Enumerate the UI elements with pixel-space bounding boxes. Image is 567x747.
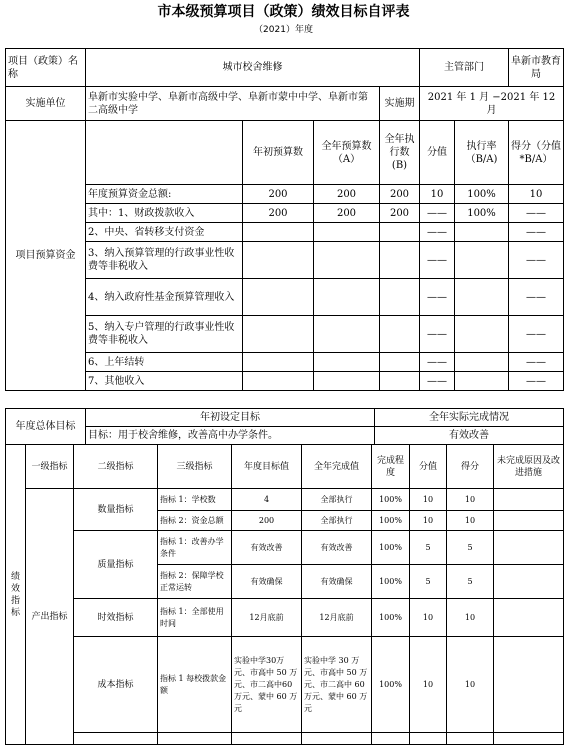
budget-table: [5, 48, 564, 391]
level3-cell: 指标 1 每校拨款金额: [158, 637, 232, 733]
fund-initial: [243, 223, 314, 242]
score-value-cell: 10: [410, 489, 447, 511]
table-row: [6, 279, 564, 316]
fund-executed: [380, 372, 420, 391]
col-actual: 全年完成值: [302, 445, 372, 489]
project-name-label: 项目（政策）名称: [6, 49, 86, 87]
fund-executed: [380, 242, 420, 279]
funds-header-blank: [86, 121, 243, 185]
fund-annual: 200: [314, 185, 380, 204]
col-reason: 未完成原因及改进措施: [494, 445, 564, 489]
goals-initial-value: 目标：用于校舍维修，改善高中办学条件。: [86, 427, 375, 445]
fund-score: ——: [509, 353, 564, 372]
table-row: [6, 531, 564, 565]
degree-cell: 100%: [372, 565, 410, 599]
actual-cell: 有效改善: [302, 531, 372, 565]
col-level2: 二级指标: [74, 445, 158, 489]
fund-executed: 200: [380, 204, 420, 223]
fund-annual: [314, 223, 380, 242]
fund-initial: 200: [243, 204, 314, 223]
fund-score: ——: [509, 279, 564, 316]
fund-initial: [243, 353, 314, 372]
actual-cell: 全部执行: [302, 511, 372, 531]
degree-cell: 100%: [372, 531, 410, 565]
fund-score-value: ——: [420, 204, 455, 223]
col-score: 得分: [447, 445, 494, 489]
col-target: 年度目标值: [232, 445, 302, 489]
actual-cell: 全部执行: [302, 489, 372, 511]
target-cell: 200: [232, 511, 302, 531]
score-cell: 5: [447, 565, 494, 599]
blank-cell: [74, 733, 158, 745]
blank-cell: [232, 733, 302, 745]
reason-cell: [494, 599, 564, 637]
fund-label: 7、其他收入: [86, 372, 243, 391]
table-row: [6, 372, 564, 391]
fund-annual: 200: [314, 204, 380, 223]
col-level1: 一级指标: [26, 445, 74, 489]
fund-executed: [380, 279, 420, 316]
unit-value: 阜新市实验中学、阜新市高级中学、阜新市蒙中中学、阜新市第二高级中学: [86, 87, 380, 121]
goals-actual-value: 有效改善: [375, 427, 564, 445]
degree-cell: 100%: [372, 511, 410, 531]
goals-actual-header: 全年实际完成情况: [375, 409, 564, 427]
fund-initial: [243, 372, 314, 391]
table-row: [6, 599, 564, 637]
degree-cell: 100%: [372, 599, 410, 637]
table-row: [6, 185, 564, 204]
col-score-value: 分值: [410, 445, 447, 489]
table-row: [6, 353, 564, 372]
actual-cell: 有效确保: [302, 565, 372, 599]
fund-score-value: ——: [420, 242, 455, 279]
fund-executed: [380, 316, 420, 353]
level2-cell: 数量指标: [74, 489, 158, 531]
degree-cell: 100%: [372, 637, 410, 733]
blank-cell: [410, 733, 447, 745]
fund-label: 其中：1、财政拨款收入: [86, 204, 243, 223]
table-row: [6, 637, 564, 733]
fund-rate: [455, 316, 509, 353]
fund-annual: [314, 242, 380, 279]
blank-cell: [494, 733, 564, 745]
table-row: [6, 489, 564, 511]
score-value-cell: 5: [410, 531, 447, 565]
fund-score-value: ——: [420, 353, 455, 372]
target-cell: 4: [232, 489, 302, 511]
reason-cell: [494, 637, 564, 733]
fund-score-value: ——: [420, 279, 455, 316]
fund-rate: [455, 223, 509, 242]
table-row: [6, 204, 564, 223]
fund-initial: [243, 242, 314, 279]
target-cell: 12月底前: [232, 599, 302, 637]
goals-label: 年度总体目标: [6, 409, 86, 445]
degree-cell: 100%: [372, 489, 410, 511]
fund-score: ——: [509, 242, 564, 279]
fund-score: ——: [509, 316, 564, 353]
actual-cell: 实验中学 30 万元、市高中 50 万元、市二高中 60 万元、蒙中 60 万元: [302, 637, 372, 733]
fund-label: 2、中央、省转移支付资金: [86, 223, 243, 242]
col-score: 得分（分值*B/A）: [509, 121, 564, 185]
fund-rate: [455, 242, 509, 279]
fund-executed: [380, 223, 420, 242]
level3-cell: 指标 2：资金总额: [158, 511, 232, 531]
fund-rate: [455, 353, 509, 372]
reason-cell: [494, 531, 564, 565]
target-cell: 有效改善: [232, 531, 302, 565]
col-score-value: 分值: [420, 121, 455, 185]
fund-label: 3、纳入预算管理的行政事业性收费等非税收入: [86, 242, 243, 279]
col-annual-budget: 全年预算数（A）: [314, 121, 380, 185]
period-label: 实施期: [380, 87, 420, 121]
col-degree: 完成程度: [372, 445, 410, 489]
unit-label: 实施单位: [6, 87, 86, 121]
score-value-cell: 5: [410, 565, 447, 599]
fund-score-value: ——: [420, 372, 455, 391]
level2-cell: 成本指标: [74, 637, 158, 733]
level3-cell: 指标 1：改善办学条件: [158, 531, 232, 565]
col-annual-executed: 全年执行数(B): [380, 121, 420, 185]
actual-cell: 12月底前: [302, 599, 372, 637]
fund-initial: [243, 279, 314, 316]
fund-rate: 100%: [455, 204, 509, 223]
fund-score: ——: [509, 223, 564, 242]
fund-rate: [455, 279, 509, 316]
level3-cell: 指标 1：全部使用时间: [158, 599, 232, 637]
table-row: [6, 242, 564, 279]
blank-cell: [302, 733, 372, 745]
fund-annual: [314, 279, 380, 316]
blank-cell: [158, 733, 232, 745]
annual-goals-table: [5, 408, 564, 445]
period-value: 2021 年 1 月 −2021 年 12 月: [420, 87, 564, 121]
fund-score: 10: [509, 185, 564, 204]
fund-label: 年度预算资金总额:: [86, 185, 243, 204]
fund-score-value: ——: [420, 316, 455, 353]
fund-annual: [314, 316, 380, 353]
score-cell: 10: [447, 637, 494, 733]
reason-cell: [494, 511, 564, 531]
indicators-table: [5, 444, 564, 745]
level2-cell: 质量指标: [74, 531, 158, 599]
fund-score: ——: [509, 204, 564, 223]
fund-annual: [314, 372, 380, 391]
dept-label: 主管部门: [420, 49, 509, 87]
table-row: [6, 223, 564, 242]
fund-label: 4、纳入政府性基金预算管理收入: [86, 279, 243, 316]
goals-initial-header: 年初设定目标: [86, 409, 375, 427]
level2-cell: 时效指标: [74, 599, 158, 637]
fund-executed: [380, 353, 420, 372]
fund-rate: [455, 372, 509, 391]
document-title: 市本级预算项目（政策）绩效目标自评表: [157, 4, 410, 20]
fund-rate: 100%: [455, 185, 509, 204]
reason-cell: [494, 489, 564, 511]
score-cell: 10: [447, 489, 494, 511]
reason-cell: [494, 565, 564, 599]
indicators-side-label: 绩效指标: [6, 445, 26, 745]
col-exec-rate: 执行率（B/A): [455, 121, 509, 185]
score-cell: 5: [447, 531, 494, 565]
document-year: （2021）年度: [254, 25, 313, 35]
col-initial-budget: 年初预算数: [243, 121, 314, 185]
table-row: [6, 733, 564, 745]
blank-cell: [372, 733, 410, 745]
level3-cell: 指标 2：保障学校正常运转: [158, 565, 232, 599]
target-cell: 实验中学30万元、市高中 50 万元、市二高中60万元、蒙中 60 万元: [232, 637, 302, 733]
fund-score-value: 10: [420, 185, 455, 204]
score-value-cell: 10: [410, 511, 447, 531]
fund-annual: [314, 353, 380, 372]
score-value-cell: 10: [410, 599, 447, 637]
table-row: [6, 316, 564, 353]
blank-cell: [447, 733, 494, 745]
fund-label: 6、上年结转: [86, 353, 243, 372]
fund-score-value: ——: [420, 223, 455, 242]
funds-section-label: 项目预算资金: [6, 121, 86, 391]
fund-executed: 200: [380, 185, 420, 204]
fund-initial: 200: [243, 185, 314, 204]
fund-initial: [243, 316, 314, 353]
project-name-value: 城市校舍维修: [86, 49, 420, 87]
score-cell: 10: [447, 511, 494, 531]
score-value-cell: 10: [410, 637, 447, 733]
fund-label: 5、纳入专户管理的行政事业性收费等非税收入: [86, 316, 243, 353]
fund-score: ——: [509, 372, 564, 391]
level1-output: 产出指标: [26, 489, 74, 745]
dept-value: 阜新市教育局: [509, 49, 564, 87]
col-level3: 三级指标: [158, 445, 232, 489]
level3-cell: 指标 1：学校数: [158, 489, 232, 511]
target-cell: 有效确保: [232, 565, 302, 599]
score-cell: 10: [447, 599, 494, 637]
